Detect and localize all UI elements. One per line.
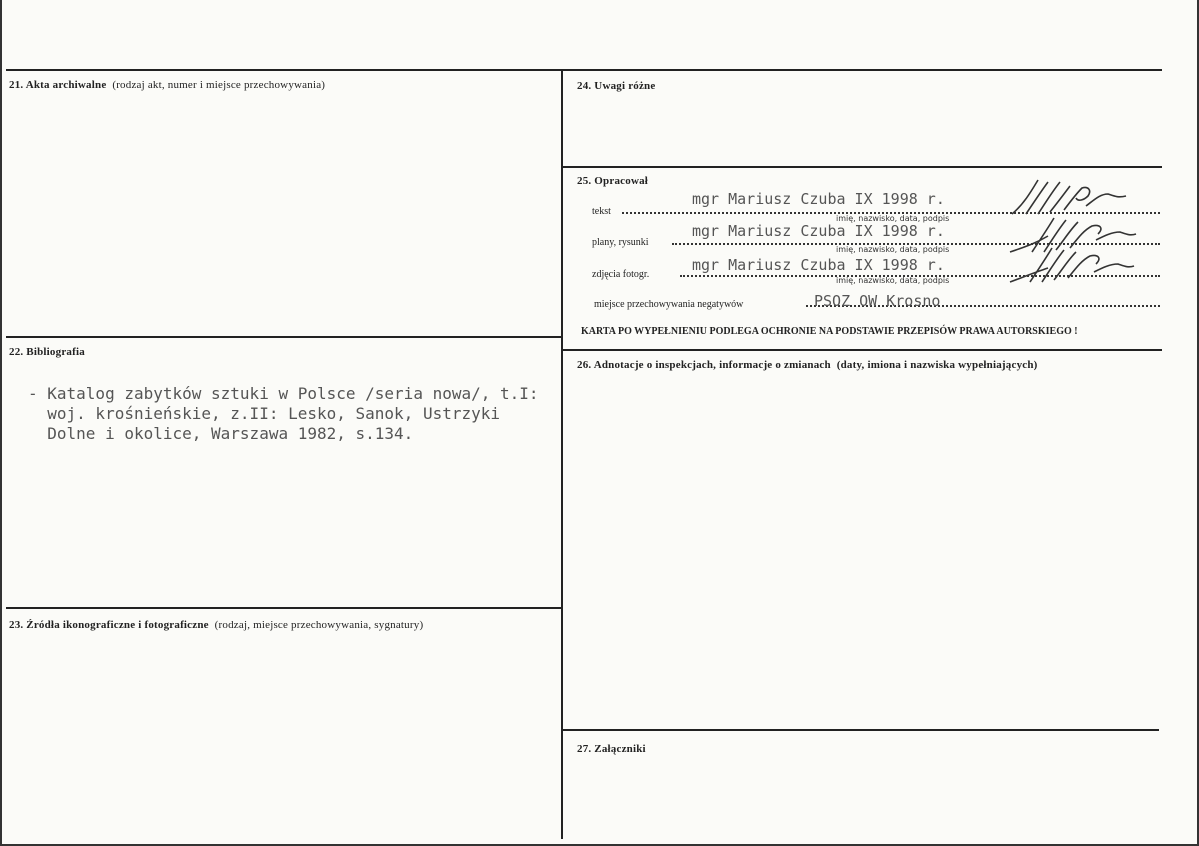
negatives-label: miejsce przechowywania negatywów — [594, 299, 744, 310]
row-zdjecia-label: zdjęcia fotogr. — [592, 269, 650, 280]
copyright-warning: KARTA PO WYPEŁNIENIU PODLEGA OCHRONIE NA PODSTAWIE PRZEPISÓW PRAWA AUTORSKIEGO ! — [581, 326, 1078, 337]
row-tekst-value: mgr Mariusz Czuba IX 1998 r. — [692, 190, 945, 208]
section-23-subtitle: (rodzaj, miejsce przechowywania, sygnatury) — [214, 619, 424, 631]
section-21-heading — [9, 79, 325, 91]
section-26-subtitle: (daty, imiona i nazwiska wypełniających) — [836, 359, 1038, 371]
negatives-value: PSOZ OW Krosno — [814, 292, 941, 310]
section-24-heading: 24. Uwagi różne — [577, 80, 656, 92]
section-21-subtitle: (rodzaj akt, numer i miejsce przechowywania) — [112, 79, 326, 91]
center-divider — [561, 69, 563, 839]
row-plany-caption: imię, nazwisko, data, podpis — [836, 245, 950, 254]
row-zdjecia-value: mgr Mariusz Czuba IX 1998 r. — [692, 256, 945, 274]
section-23-heading — [9, 619, 423, 631]
signature-3-icon — [1008, 242, 1138, 286]
section-25-heading: 25. Opracował — [577, 175, 649, 187]
rule-22-23 — [6, 607, 562, 609]
row-plany-label: plany, rysunki — [592, 237, 649, 248]
rule-21-22 — [6, 336, 562, 338]
top-rule — [6, 69, 1162, 71]
bibliography-line-3: Dolne i okolice, Warszawa 1982, s.134. — [28, 424, 414, 443]
section-21-title: 21. Akta archiwalne — [9, 79, 107, 91]
page-edge-left — [0, 0, 2, 846]
section-26-title: 26. Adnotacje o inspekcjach, informacje o zmianach — [577, 359, 831, 371]
rule-25-26 — [561, 349, 1162, 351]
bibliography-line-2: woj. krośnieńskie, z.II: Lesko, Sanok, Ustrzyki — [28, 404, 501, 423]
section-22-heading: 22. Bibliografia — [9, 346, 85, 358]
rule-24-25 — [561, 166, 1162, 168]
row-plany-value: mgr Mariusz Czuba IX 1998 r. — [692, 222, 945, 240]
section-27-heading: 27. Załączniki — [577, 743, 646, 755]
rule-26-27 — [561, 729, 1159, 731]
row-tekst-caption: imię, nazwisko, data, podpis — [836, 214, 950, 223]
row-tekst-label: tekst — [592, 206, 611, 217]
row-zdjecia-caption: imię, nazwisko, data, podpis — [836, 276, 950, 285]
bibliography-line-1: - Katalog zabytków sztuki w Polsce /seria nowa/, t.I: — [28, 384, 539, 403]
section-26-heading — [577, 359, 1038, 371]
section-23-title: 23. Źródła ikonograficzne i fotograficzne — [9, 619, 209, 631]
